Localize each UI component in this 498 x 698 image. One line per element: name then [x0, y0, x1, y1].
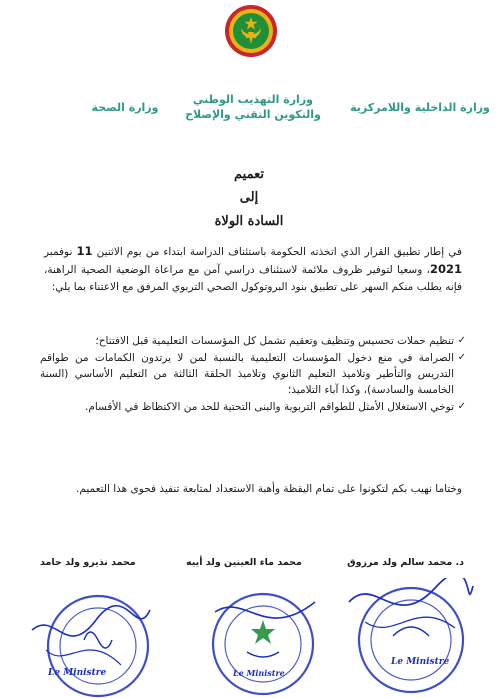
stamp-interior-ministry-icon — [345, 578, 475, 698]
closing-paragraph: وختاما نهيب بكم لتكونوا على تمام اليقظة وأهبة الاستعداد لمتابعة تنفيذ فحوى هذا التعميم. — [76, 483, 462, 495]
list-item: ✓ توخي الاستغلال الأمثل للطواقم التربوية والبنى التحتية للحد من الاكتظاظ في الأقسام. — [40, 399, 466, 415]
ministry-education-line2: والتكوين التقني والإصلاح — [185, 108, 321, 121]
intro-paragraph — [44, 243, 462, 296]
ministry-education-line1: وزارة التهذيب الوطني — [193, 93, 313, 106]
stamp-health-ministry-icon — [26, 580, 156, 698]
signer-middle: محمد ماء العينين ولد أييه — [186, 557, 302, 568]
ministry-health-title: وزارة الصحة — [91, 101, 159, 114]
stamp-middle-text: Le Ministre — [233, 668, 285, 678]
stamp-left-text: Le Ministre — [48, 668, 107, 678]
national-emblem-icon — [224, 4, 278, 58]
signer-right: د. محمد سالم ولد مرزوق — [347, 557, 464, 568]
list-item: ✓ الصرامة في منع دخول المؤسسات التعليمية بالنسبة لمن لا يرتدون الكمامات من طواقم التدريس والتأطير وتلاميذ التعليم الثانوي وتلاميذ الحلقة الثالثة من التعليم الأساسي (السنة الخامسة والسادسة)، وكذا آباء التلاميذ؛ — [40, 350, 466, 398]
circular-heading: تعميم — [234, 167, 264, 182]
to-heading: إلى — [239, 190, 259, 205]
instructions-list — [40, 333, 466, 416]
signer-left: محمد نذيرو ولد حامد — [40, 557, 136, 568]
intro-part-1: في إطار تطبيق القرار الذي اتخذته الحكومة باستئناف الدراسة ابتداء من يوم الاثنين — [96, 246, 463, 258]
stamp-right-text: Le Ministre — [391, 657, 450, 667]
intro-year: 2021 — [429, 262, 462, 276]
ministry-interior-title: وزارة الداخلية واللامركزية — [350, 101, 490, 114]
intro-part-2: نوفمبر — [44, 246, 73, 258]
recipients-heading: السادة الولاة — [214, 214, 284, 229]
intro-day: 11 — [76, 244, 93, 258]
list-item: ✓ تنظيم حملات تحسيس وتنظيف وتعقيم تشمل كل المؤسسات التعليمية قبل الافتتاح؛ — [40, 333, 466, 349]
stamp-education-ministry-icon — [205, 582, 325, 698]
intro-part-3: ، وسعيا لتوفير ظروف ملائمة لاستئناف دراسي آمن مع مراعاة الوضعية الصحية الراهنة، فإنه يطلب منكم السهر على تطبيق بنود البروتوكول الصحي التربوي المرفق مع الاعتناء بما يلي: — [44, 264, 462, 293]
ministry-education-title — [178, 92, 328, 122]
